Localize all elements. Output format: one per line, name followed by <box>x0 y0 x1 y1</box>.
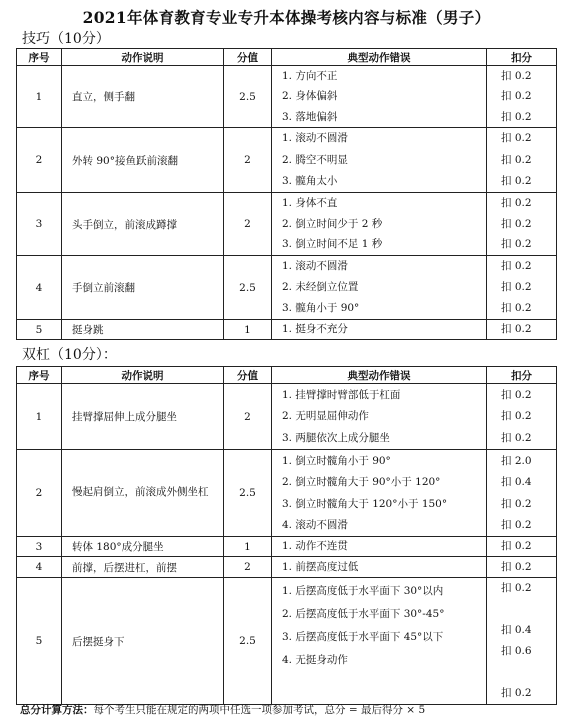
header-score: 分值 <box>224 367 272 384</box>
deduction-item: 扣 0.2 <box>501 69 532 82</box>
page-title: 2021年体育教育专业专升本体操考核内容与标准（男子） <box>82 8 491 27</box>
header-no: 序号 <box>17 49 62 66</box>
row-score: 2.5 <box>224 578 272 705</box>
deduction-item: 扣 0.2 <box>501 431 532 444</box>
header-action: 动作说明 <box>62 49 224 66</box>
error-item: 1. 方向不正 <box>282 69 338 82</box>
row-action: 转体 180°成分腿坐 <box>62 537 224 557</box>
header-deduction: 扣分 <box>487 367 557 384</box>
row-errors <box>272 193 487 256</box>
deduction-item: 扣 0.2 <box>501 260 532 273</box>
error-item: 2. 倒立时间少于 2 秒 <box>282 217 383 230</box>
deduction-item: 扣 0.4 <box>501 624 532 637</box>
row-score: 2 <box>224 128 272 193</box>
error-item: 3. 两腿依次上成分腿坐 <box>282 431 390 444</box>
deduction-item: 扣 0.2 <box>501 175 532 188</box>
deduction-item: 扣 0.2 <box>501 302 532 315</box>
row-action: 手倒立前滚翻 <box>62 256 224 320</box>
row-errors <box>272 384 487 450</box>
row-score: 2 <box>224 384 272 450</box>
deduction-item: 扣 0.2 <box>501 388 532 401</box>
row-score: 2.5 <box>224 450 272 537</box>
row-no: 1 <box>17 384 62 450</box>
deduction-item: 扣 0.2 <box>501 582 532 595</box>
header-score: 分值 <box>224 49 272 66</box>
table-header-row <box>17 367 557 384</box>
error-item: 2. 后摆高度低于水平面下 30°-45° <box>282 608 445 621</box>
table-row <box>17 256 557 320</box>
row-errors <box>272 450 487 537</box>
error-item: 2. 身体偏斜 <box>282 90 338 103</box>
table-row <box>17 578 557 705</box>
row-errors <box>272 320 487 340</box>
error-item: 3. 落地偏斜 <box>282 110 338 123</box>
deduction-item: 扣 0.2 <box>501 540 532 553</box>
deduction-item: 扣 0.2 <box>501 217 532 230</box>
row-no: 2 <box>17 450 62 537</box>
row-no: 4 <box>17 557 62 578</box>
row-action: 挂臂撑屈伸上成分腿坐 <box>62 384 224 450</box>
row-errors <box>272 66 487 128</box>
deduction-item: 扣 0.2 <box>501 323 532 336</box>
table-row <box>17 557 557 578</box>
row-errors <box>272 578 487 705</box>
row-deductions <box>487 66 557 128</box>
skills-table <box>16 48 557 340</box>
row-score: 2 <box>224 193 272 256</box>
deduction-item: 扣 0.2 <box>501 497 532 510</box>
error-item: 1. 后摆高度低于水平面下 30°以内 <box>282 585 444 598</box>
row-deductions <box>487 128 557 193</box>
error-item: 2. 腾空不明显 <box>282 153 348 166</box>
row-no: 1 <box>17 66 62 128</box>
table-row <box>17 537 557 557</box>
row-deductions <box>487 578 557 705</box>
deduction-item: 扣 0.2 <box>501 410 532 423</box>
row-no: 4 <box>17 256 62 320</box>
error-item: 1. 滚动不圆滑 <box>282 132 348 145</box>
error-item: 1. 滚动不圆滑 <box>282 260 348 273</box>
deduction-item: 扣 0.2 <box>501 238 532 251</box>
error-item: 1. 身体不直 <box>282 197 338 210</box>
error-item: 1. 倒立时髋角小于 90° <box>282 454 391 467</box>
error-item: 3. 后摆高度低于水平面下 45°以下 <box>282 631 444 644</box>
table-row <box>17 66 557 128</box>
error-item: 3. 髋角小于 90° <box>282 302 360 315</box>
footer-label: 总分计算方法： <box>20 704 94 716</box>
row-score: 2.5 <box>224 66 272 128</box>
table-row <box>17 384 557 450</box>
deduction-item: 扣 0.2 <box>501 281 532 294</box>
row-errors <box>272 256 487 320</box>
table-header-row <box>17 49 557 66</box>
row-errors <box>272 537 487 557</box>
error-item: 1. 动作不连贯 <box>282 540 348 553</box>
table-row <box>17 320 557 340</box>
row-deductions <box>487 557 557 578</box>
row-action: 慢起肩倒立，前滚成外侧坐杠 <box>62 450 224 537</box>
row-action: 前撑，后摆进杠，前摆 <box>62 557 224 578</box>
error-item: 3. 髋角太小 <box>282 175 338 188</box>
error-item: 4. 滚动不圆滑 <box>282 519 348 531</box>
error-item: 2. 无明显屈伸动作 <box>282 410 369 423</box>
error-item: 3. 倒立时髋角大于 120°小于 150° <box>282 497 448 510</box>
row-action: 挺身跳 <box>62 320 224 340</box>
error-item: 2. 倒立时髋角大于 90°小于 120° <box>282 476 441 488</box>
deduction-item: 扣 0.2 <box>501 687 532 700</box>
deduction-item: 扣 0.2 <box>501 153 532 166</box>
error-item: 1. 挂臂撑时臂部低于杠面 <box>282 388 401 401</box>
header-errors: 典型动作错误 <box>272 49 487 66</box>
section-heading-parallel-bars: 双杠（10分）： <box>22 347 117 363</box>
error-item: 1. 前摆高度过低 <box>282 560 359 573</box>
row-deductions <box>487 537 557 557</box>
row-deductions <box>487 384 557 450</box>
row-action: 外转 90°接鱼跃前滚翻 <box>62 128 224 193</box>
row-score: 1 <box>224 537 272 557</box>
row-action: 直立，侧手翻 <box>62 66 224 128</box>
header-no: 序号 <box>17 367 62 384</box>
footer-text: 每个考生只能在规定的两项中任选一项参加考试，总分 = 最后得分 × 5 <box>93 704 426 716</box>
section-heading-skills: 技巧（10分） <box>22 31 110 47</box>
table-row <box>17 193 557 256</box>
row-deductions <box>487 193 557 256</box>
deduction-item: 扣 0.2 <box>501 197 532 210</box>
row-deductions <box>487 320 557 340</box>
error-item: 4. 无挺身动作 <box>282 654 348 667</box>
header-errors: 典型动作错误 <box>272 367 487 384</box>
deduction-item: 扣 0.6 <box>501 645 532 658</box>
row-no: 5 <box>17 578 62 705</box>
row-no: 3 <box>17 537 62 557</box>
table-row <box>17 450 557 537</box>
row-score: 2.5 <box>224 256 272 320</box>
deduction-item: 扣 0.2 <box>501 132 532 145</box>
table-row <box>17 128 557 193</box>
row-action: 头手倒立，前滚成蹲撑 <box>62 193 224 256</box>
error-item: 3. 倒立时间不足 1 秒 <box>282 238 383 251</box>
deduction-item: 扣 2.0 <box>501 454 532 467</box>
footer-note <box>20 702 425 717</box>
row-deductions <box>487 256 557 320</box>
row-deductions <box>487 450 557 537</box>
row-errors <box>272 128 487 193</box>
row-score: 2 <box>224 557 272 578</box>
row-score: 1 <box>224 320 272 340</box>
deduction-item <box>487 667 556 678</box>
row-no: 2 <box>17 128 62 193</box>
deduction-item <box>487 604 556 615</box>
deduction-item: 扣 0.2 <box>501 90 532 103</box>
row-errors <box>272 557 487 578</box>
header-action: 动作说明 <box>62 367 224 384</box>
error-item: 1. 挺身不充分 <box>282 323 348 336</box>
row-no: 3 <box>17 193 62 256</box>
row-action: 后摆挺身下 <box>62 578 224 705</box>
header-deduction: 扣分 <box>487 49 557 66</box>
row-no: 5 <box>17 320 62 340</box>
deduction-item: 扣 0.2 <box>501 519 532 531</box>
error-item: 2. 未经倒立位置 <box>282 281 359 294</box>
deduction-item: 扣 0.2 <box>501 110 532 123</box>
deduction-item: 扣 0.4 <box>501 476 532 488</box>
parallel-bars-table <box>16 366 557 705</box>
deduction-item: 扣 0.2 <box>501 560 532 573</box>
